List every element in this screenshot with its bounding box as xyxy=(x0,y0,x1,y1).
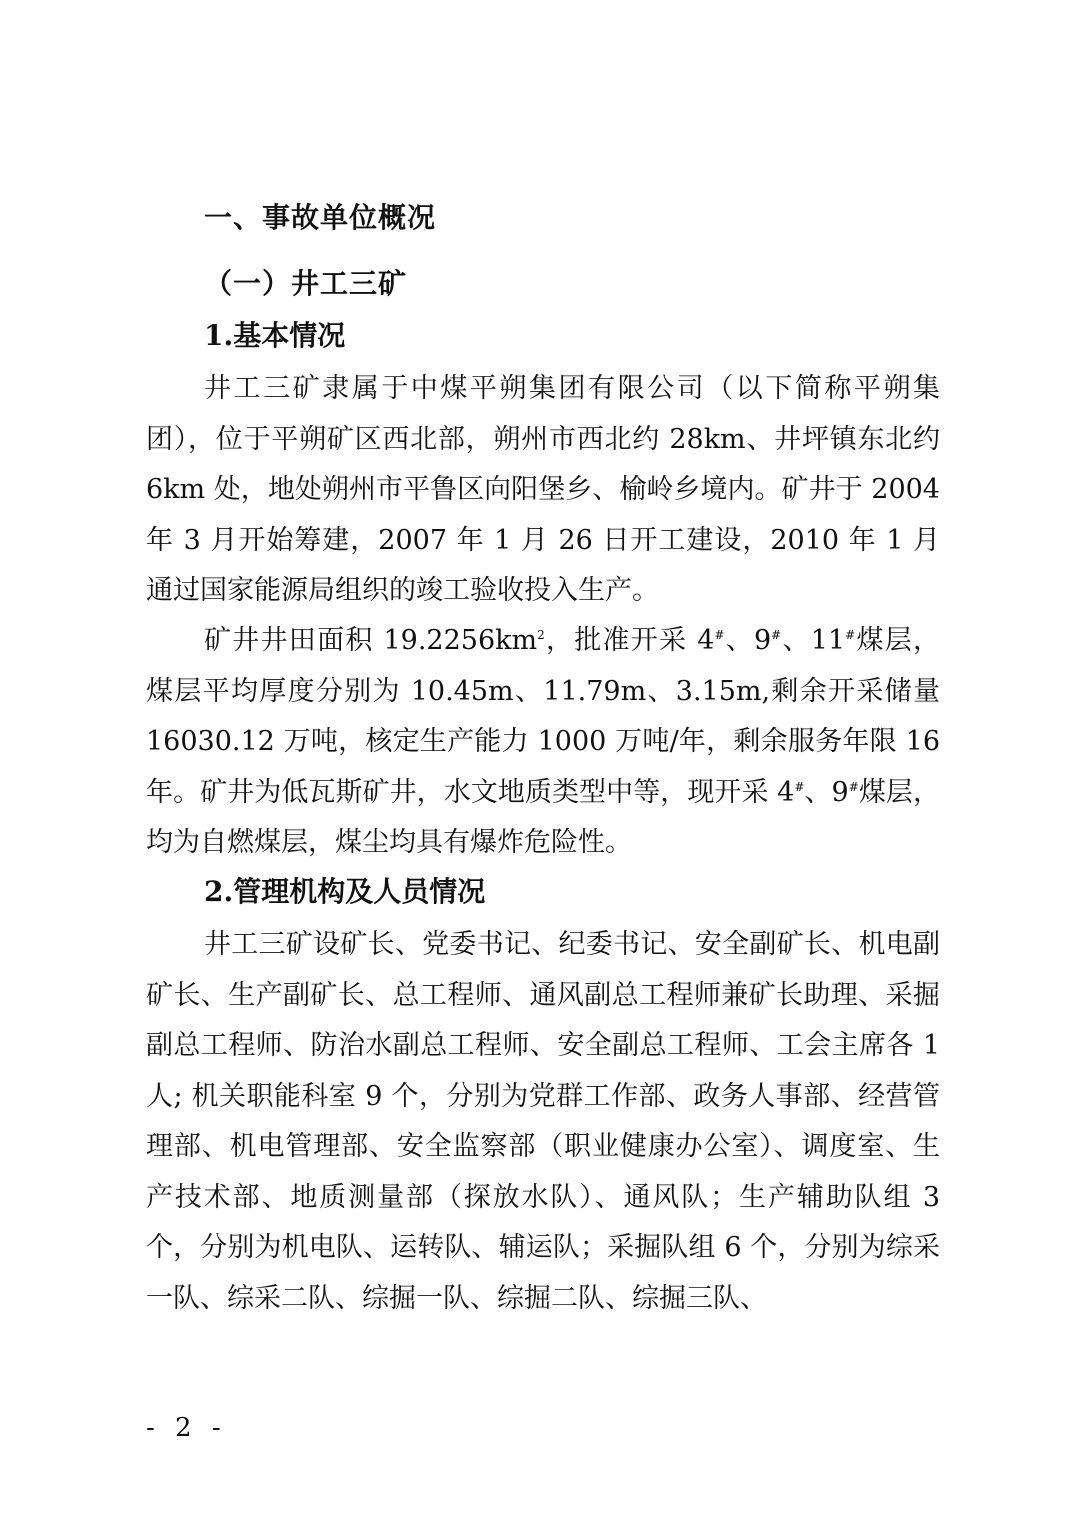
text-run: 、9 xyxy=(804,776,849,808)
subsection-heading: （一）井工三矿 xyxy=(204,267,408,300)
superscript: # xyxy=(771,628,782,642)
text-run: 矿井井田面积 19.2256km xyxy=(204,625,538,656)
text-run: 煤层，均为自燃煤层，煤尘均具有爆炸危险性。 xyxy=(146,776,940,858)
basic-info-paragraph-1: 井工三矿隶属于中煤平朔集团有限公司（以下简称平朔集团），位于平朔矿区西北部，朔州市西北约 28km、井坪镇东北约 6km 处，地处朔州市平鲁区向阳堡乡、榆岭乡境内。矿井于 2004 年 3 月开始筹建，2007 年 1 月 26 日开工建设，2010 年 1 月通过国家能源局组织的竣工验收投入生产。 xyxy=(146,373,940,606)
superscript: # xyxy=(848,779,859,794)
section-heading: 一、事故单位概况 xyxy=(204,201,437,234)
basic-info-paragraph-2 xyxy=(146,616,940,869)
text-run: 煤层，煤层平均厚度分别为 10.45m、11.79m、3.15m,剩余开采储量 16030.12 万吨，核定生产能力 1000 万吨/年，剩余服务年限 16 年。矿井为低瓦斯矿井，水文地质类型中等，现开采 4 xyxy=(146,625,941,808)
text-run: 、11 xyxy=(781,625,846,656)
basic-info-heading: 1.基本情况 xyxy=(204,319,346,352)
superscript: # xyxy=(845,628,856,642)
superscript: # xyxy=(714,628,725,642)
superscript: # xyxy=(794,779,805,794)
management-paragraph: 井工三矿设矿长、党委书记、纪委书记、安全副矿长、机电副矿长、生产副矿长、总工程师、通风副总工程师兼矿长助理、采掘副总工程师、防治水副总工程师、安全副总工程师、工会主席各 1 人; 机关职能科室 9 个，分别为党群工作部、政务人事部、经营管理部、机电管理部、安全监察部（职业健康办公室）、调度室、生产技术部、地质测量部（探放水队）、通风队；生产辅助队组 3 个，分别为机电队、运转队、辅运队；采掘队组 6 个，分别为综采一队、综采二队、综掘一队、综掘二队、综掘三队、 xyxy=(146,929,940,1314)
text-run: ，批准开采 4 xyxy=(544,625,715,656)
management-heading: 2.管理机构及人员情况 xyxy=(204,875,486,908)
superscript: 2 xyxy=(537,628,545,642)
page-number: - 2 - xyxy=(146,1413,227,1443)
text-run: 、9 xyxy=(724,625,772,656)
